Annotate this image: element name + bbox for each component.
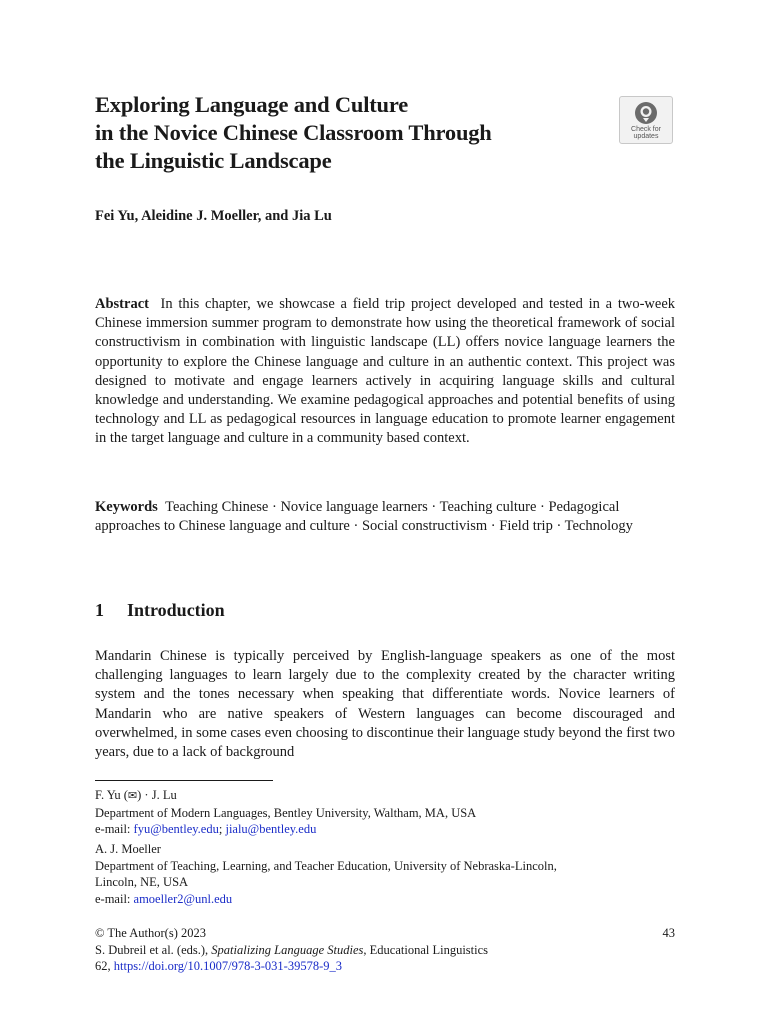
keywords — [95, 498, 675, 536]
series-volume: 62, — [95, 959, 114, 973]
email-label: e-mail: — [95, 822, 134, 836]
section-title: Introduction — [127, 600, 225, 620]
check-for-updates-icon — [634, 101, 658, 125]
series-name: , Educational Linguistics — [363, 942, 489, 957]
abstract-label: Abstract — [95, 296, 149, 312]
author-affiliation-2 — [95, 841, 675, 907]
citation-editors: S. Dubreil et al. (eds.), — [95, 942, 212, 957]
email-separator: ; — [218, 822, 226, 836]
keywords-text: Teaching Chinese · Novice language learners · Teaching culture · Pedagogical approaches to Chinese language and culture · Social constructivism · Field trip · Technology — [95, 499, 633, 535]
affiliation-department-line1: Department of Teaching, Learning, and Teacher Education, University of Nebraska-Lincoln, — [95, 858, 557, 873]
section-heading — [95, 600, 225, 621]
title-line: in the Novice Chinese Classroom Through — [95, 120, 492, 145]
section-number: 1 — [95, 600, 104, 620]
intro-paragraph: Mandarin Chinese is typically perceived by English-language speakers as one of the most challenging languages to learn largely due to the complexity created by the character writing system and the tones necessary when speaking that differentiate words. Novice learners of Mandarin who are native speakers of Western languages can become discouraged and overwhelmed, in some cases even choosing to discontinue their language study beyond the first two years, due to a lack of background — [95, 648, 675, 761]
abstract-text: In this chapter, we showcase a field trip project developed and tested in a two-week Chinese immersion summer program to demonstrate how using the theoretical framework of social constructivism in combination with linguistic landscape (LL) offers novice language learners the opportunity to explore the Chinese language and culture in an authentic context. This project was designed to motivate and engage learners actively in acquiring language skills and cultural knowledge and understanding. We examine pedagogical approaches and potential benefits of using technology and LL as pedagogical resources in language education to promote learner engagement in the target language and culture in a community based context. — [95, 296, 676, 447]
email-label: e-mail: — [95, 891, 134, 906]
page-number: 43 — [662, 926, 675, 940]
check-for-updates-label: Check for updates — [631, 126, 661, 140]
authors: Fei Yu, Aleidine J. Moeller, and Jia Lu — [95, 208, 332, 224]
title-line: the Linguistic Landscape — [95, 148, 332, 173]
envelope-icon: ✉ — [127, 790, 138, 802]
check-for-updates-badge[interactable] — [619, 96, 673, 144]
title-line: Exploring Language and Culture — [95, 92, 409, 117]
citation-footer — [95, 925, 675, 975]
keywords-label: Keywords — [95, 499, 158, 515]
author-affiliation-1 — [95, 787, 675, 838]
abstract — [95, 295, 675, 449]
affiliation-names: F. Yu ( — [95, 788, 128, 802]
affiliation-department: Department of Modern Languages, Bentley University, Waltham, MA, USA — [95, 805, 477, 820]
footnote-divider — [95, 780, 273, 781]
email-link-jialu[interactable]: jialu@bentley.edu — [225, 822, 317, 836]
copyright: © The Author(s) 2023 — [95, 926, 206, 940]
book-title: Spatializing Language Studies — [211, 942, 364, 957]
doi-link[interactable]: https://doi.org/10.1007/978-3-031-39578-9_3 — [113, 959, 342, 973]
page — [95, 0, 675, 1024]
email-link-amoeller[interactable]: amoeller2@unl.edu — [133, 891, 233, 906]
affiliation-name: A. J. Moeller — [95, 842, 161, 856]
affiliation-names-tail: ) · J. Lu — [137, 788, 177, 802]
chapter-title — [95, 91, 615, 175]
email-link-fyu[interactable]: fyu@bentley.edu — [133, 822, 219, 836]
affiliation-department-line2: Lincoln, NE, USA — [95, 875, 189, 889]
